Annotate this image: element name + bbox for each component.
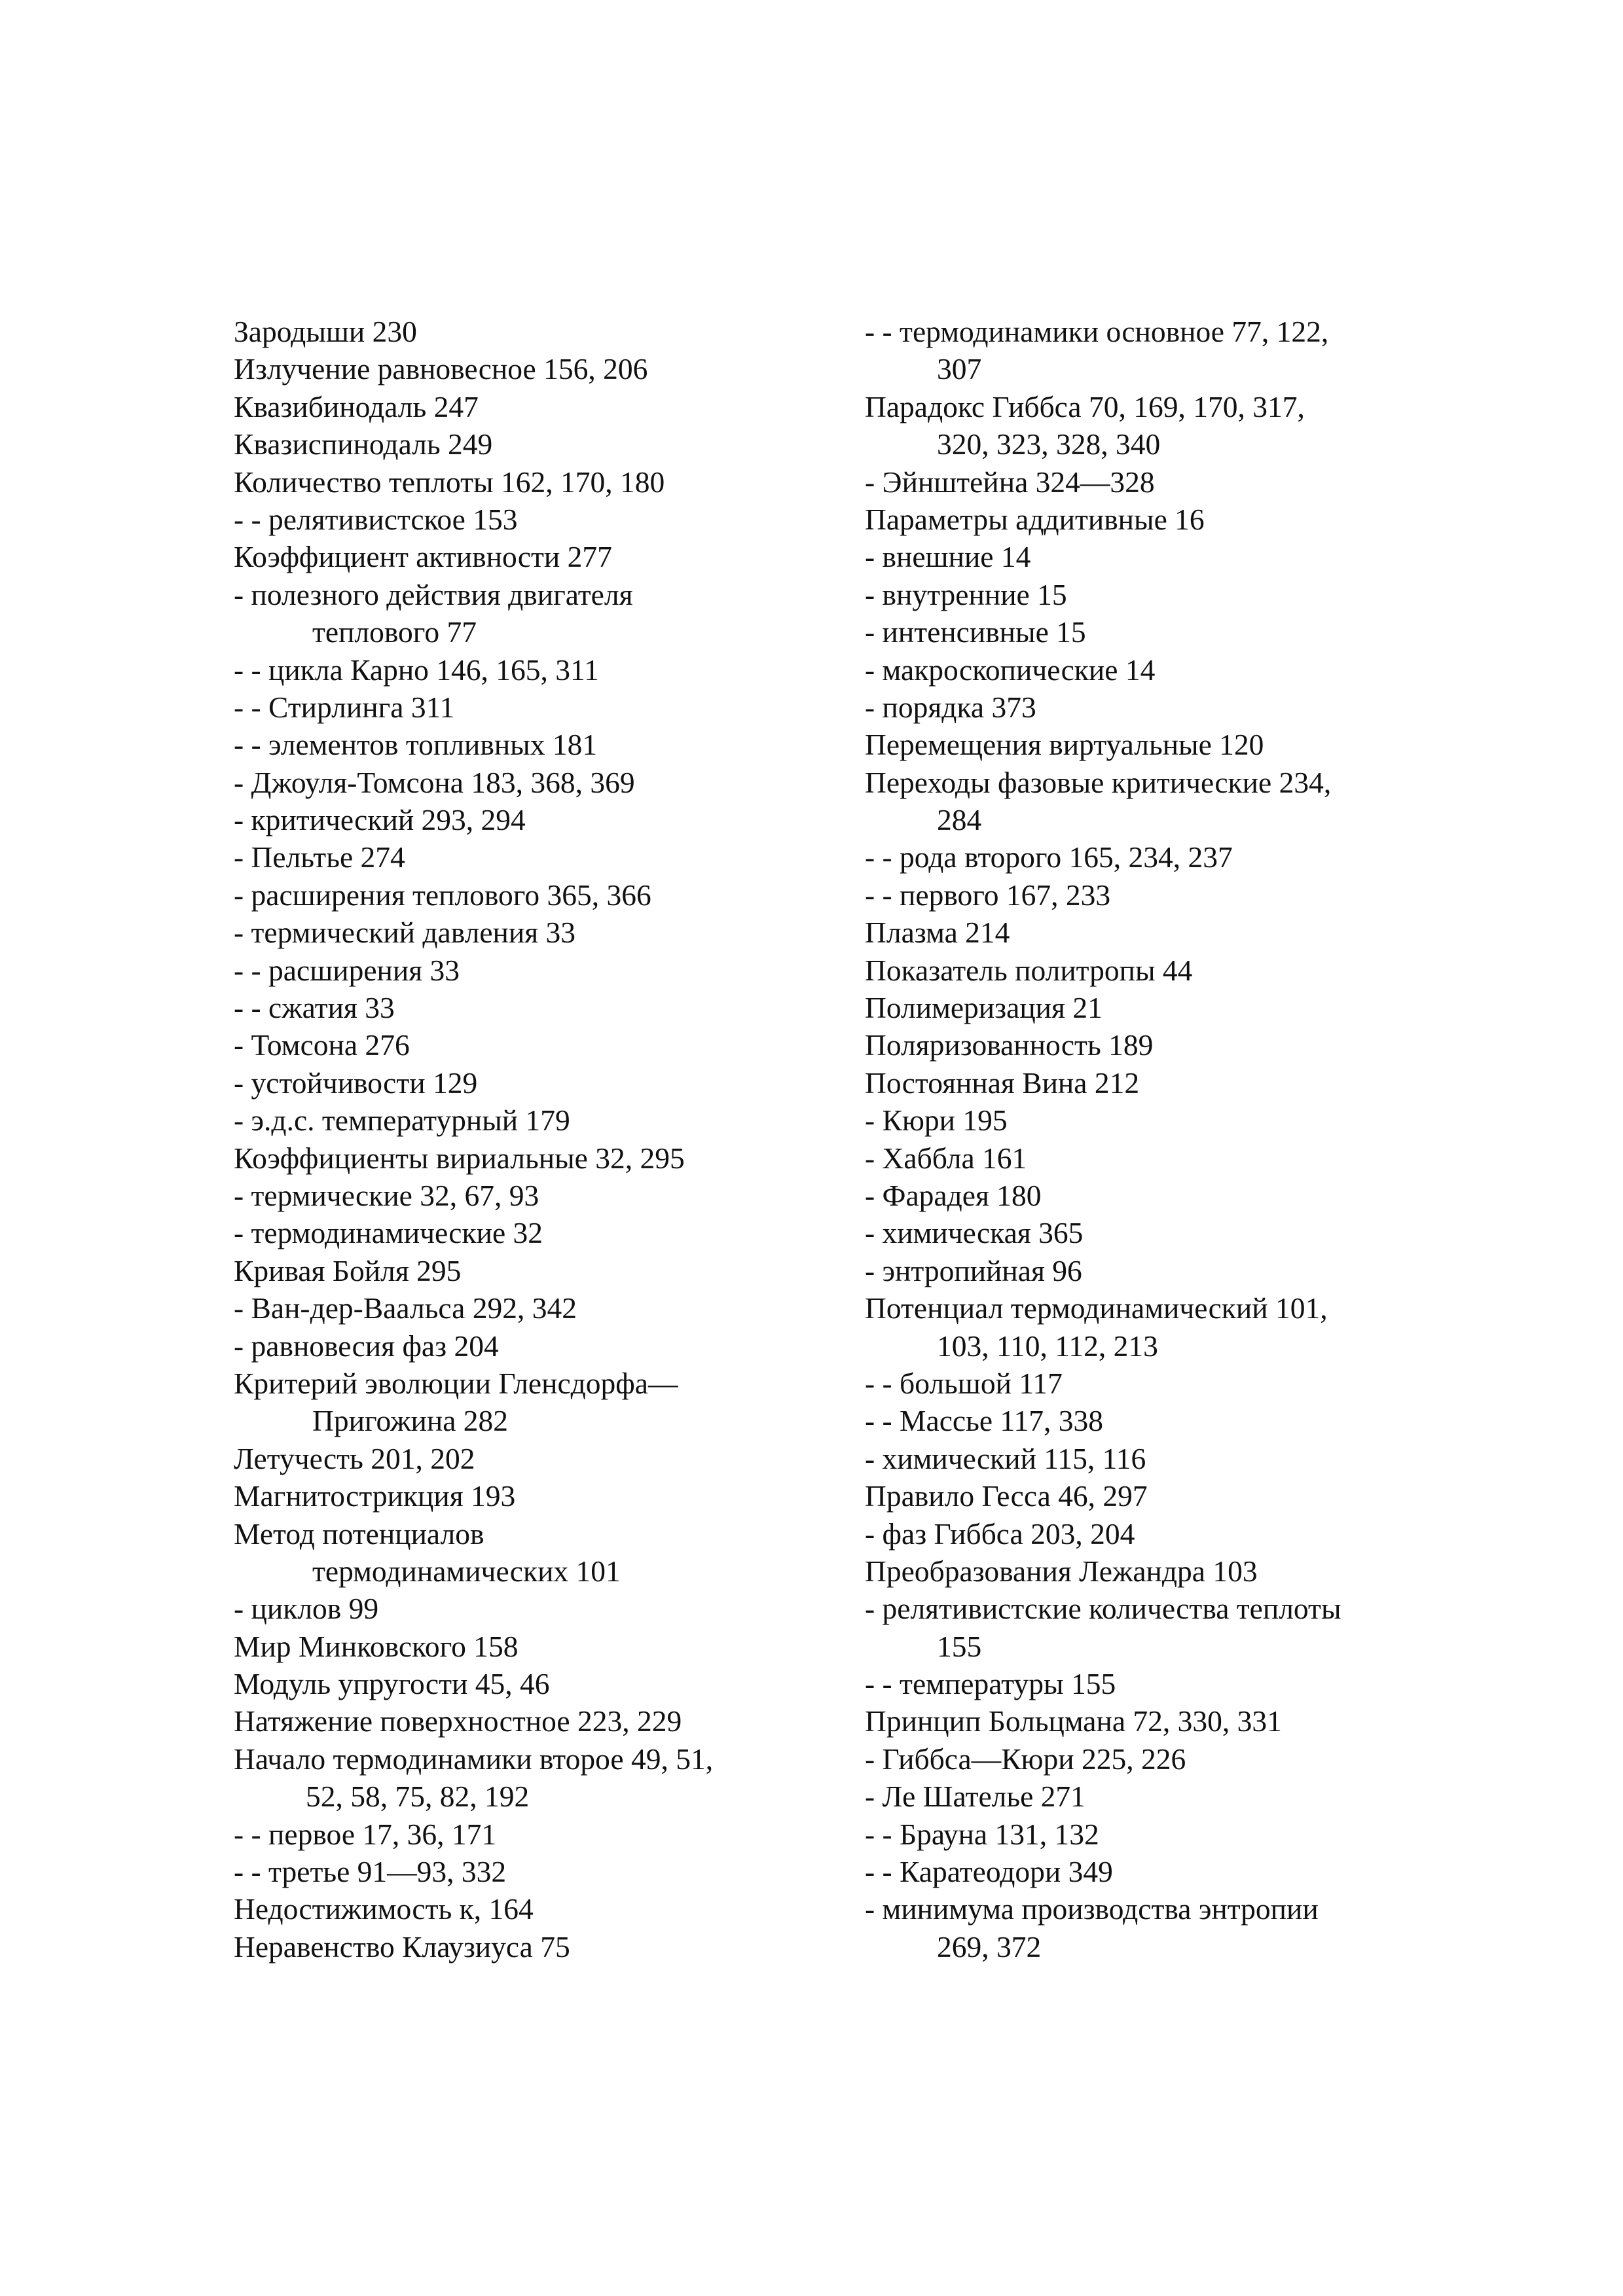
index-entry: - релятивистские количества теплоты [865,1592,1341,1626]
index-entry: - Томсона 276 [234,1028,410,1062]
index-entry: - э.д.с. температурный 179 [234,1103,570,1138]
index-entry: Парадокс Гиббса 70, 169, 170, 317, [865,389,1305,423]
index-entry: - термический давления 33 [234,916,576,950]
index-entry: - - релятивистское 153 [234,502,518,536]
index-entry: - энтропийная 96 [865,1253,1082,1287]
index-entry: - внутренние 15 [865,577,1067,611]
index-entry: - - цикла Карно 146, 165, 311 [234,653,599,687]
index-entry: Излучение равновесное 156, 206 [234,352,648,386]
index-entry: - - Стирлинга 311 [234,690,455,724]
index-entry: - - сжатия 33 [234,991,395,1025]
index-entry: - Ле Шателье 271 [865,1780,1085,1814]
index-entry: Начало термодинамики второе 49, 51, [234,1742,714,1776]
index-entry-continuation: 52, 58, 75, 82, 192 [306,1780,530,1814]
index-entry: - устойчивости 129 [234,1066,478,1100]
index-entry: - критический 293, 294 [234,803,526,837]
index-entry: - Кюри 195 [865,1103,1008,1138]
index-entry: - внешние 14 [865,540,1031,574]
index-entry: Критерий эволюции Гленсдорфа— [234,1366,678,1400]
index-entry: - минимума производства энтропии [865,1892,1319,1926]
index-entry: - равновесия фаз 204 [234,1329,499,1363]
index-entry: Натяжение поверхностное 223, 229 [234,1704,682,1738]
index-entry: - интенсивные 15 [865,615,1086,649]
index-entry: Кривая Бойля 295 [234,1253,462,1287]
index-entry: - макроскопические 14 [865,653,1156,687]
index-entry: - Эйнштейна 324—328 [865,465,1155,499]
index-entry: - - большой 117 [865,1366,1063,1400]
index-entry: Потенциал термодинамический 101, [865,1291,1328,1325]
index-entry: - Джоуля-Томсона 183, 368, 369 [234,765,635,799]
index-entry-continuation: термодинамических 101 [312,1554,621,1588]
index-entry: - фаз Гиббса 203, 204 [865,1516,1135,1551]
index-entry: Правило Гесса 46, 297 [865,1479,1148,1513]
index-entry-continuation: теплового 77 [312,615,477,649]
index-entry: Поляризованность 189 [865,1028,1154,1062]
index-entry-continuation: 269, 372 [937,1929,1042,1964]
index-entry: - - третье 91—93, 332 [234,1855,507,1889]
index-entry: Полимеризация 21 [865,991,1103,1025]
index-entry: Мир Минковского 158 [234,1629,519,1663]
index-entry: - химический 115, 116 [865,1441,1146,1475]
index-column-left [234,313,823,1965]
index-entry: - расширения теплового 365, 366 [234,878,651,912]
index-entry: - циклов 99 [234,1592,379,1626]
index-entry: Коэффициенты вириальные 32, 295 [234,1141,685,1175]
index-entry-continuation: 284 [937,803,982,837]
index-entry: - - рода второго 165, 234, 237 [865,840,1233,874]
index-entry: Перемещения виртуальные 120 [865,728,1264,762]
index-entry-continuation: 155 [937,1629,982,1663]
index-entry: Магнитострикция 193 [234,1479,516,1513]
index-entry-continuation: 320, 323, 328, 340 [937,427,1161,461]
index-entry: Принцип Больцмана 72, 330, 331 [865,1704,1282,1738]
index-entry: Переходы фазовые критические 234, [865,765,1332,799]
index-entry: Показатель политропы 44 [865,953,1193,987]
index-entry: - термодинамические 32 [234,1216,543,1250]
index-entry: Модуль упругости 45, 46 [234,1667,550,1701]
index-entry: Плазма 214 [865,916,1010,950]
index-entry: - - Массье 117, 338 [865,1404,1103,1438]
index-entry: Зародыши 230 [234,315,417,348]
index-entry: - - Брауна 131, 132 [865,1817,1099,1851]
index-entry: Неравенство Клаузиуса 75 [234,1929,570,1964]
index-entry: Параметры аддитивные 16 [865,502,1205,536]
index-entry: - порядка 373 [865,690,1036,724]
index-entry: Постоянная Вина 212 [865,1066,1140,1100]
index-entry: Квазиспинодаль 249 [234,427,493,461]
index-entry: - термические 32, 67, 93 [234,1178,539,1212]
index-entry: - Пельтье 274 [234,840,405,874]
index-entry: Метод потенциалов [234,1516,484,1551]
index-entry-continuation: 307 [937,352,982,386]
index-entry: - полезного действия двигателя [234,577,633,611]
index-entry: - - температуры 155 [865,1667,1116,1701]
index-entry: Коэффициент активности 277 [234,540,612,574]
index-column-right [865,313,1454,1965]
index-entry: - - расширения 33 [234,953,460,987]
index-entry: - - первое 17, 36, 171 [234,1817,497,1851]
index-entry-continuation: 103, 110, 112, 213 [937,1329,1158,1363]
index-entry: - Ван-дер-Ваальса 292, 342 [234,1291,577,1325]
index-entry: - - элементов топливных 181 [234,728,598,762]
index-entry-continuation: Пригожина 282 [312,1404,509,1438]
index-entry: - - первого 167, 233 [865,878,1111,912]
index-entry: Количество теплоты 162, 170, 180 [234,465,665,499]
index-entry: - - Каратеодори 349 [865,1855,1113,1889]
index-entry: - Хаббла 161 [865,1141,1027,1175]
index-entry: Квазибинодаль 247 [234,389,479,423]
index-entry: Преобразования Лежандра 103 [865,1554,1258,1588]
index-entry: - Фарадея 180 [865,1178,1042,1212]
index-entry: - Гиббса—Кюри 225, 226 [865,1742,1186,1776]
index-entry: - - термодинамики основное 77, 122, [865,315,1329,348]
index-entry: - химическая 365 [865,1216,1084,1250]
index-entry: Недостижимость к, 164 [234,1892,534,1926]
index-entry: Летучесть 201, 202 [234,1441,475,1475]
